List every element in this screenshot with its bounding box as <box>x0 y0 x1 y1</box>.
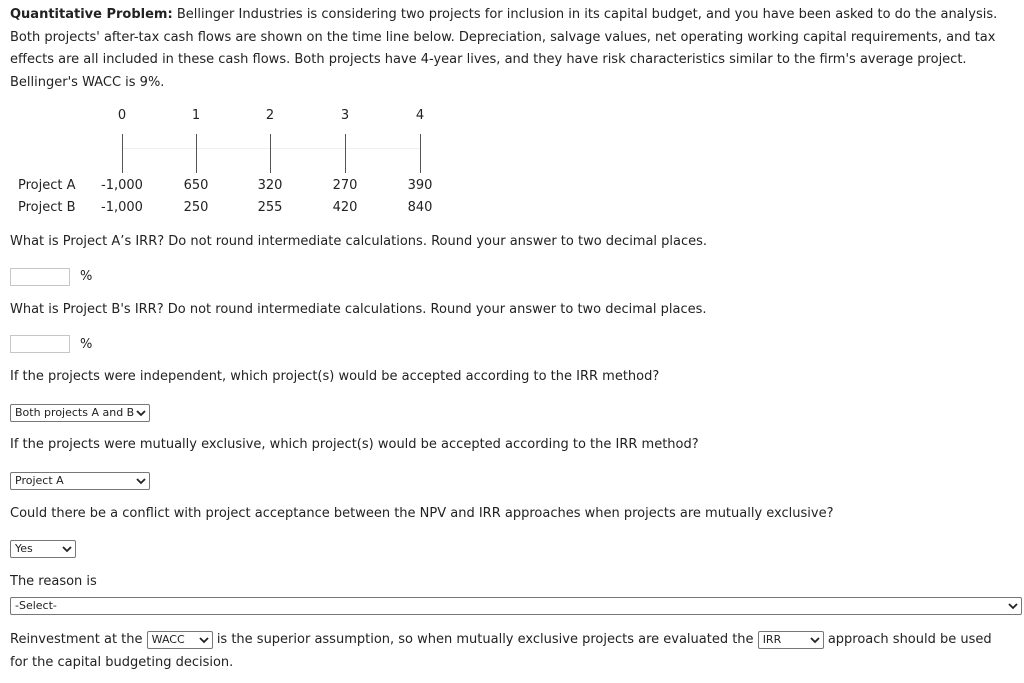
reinvestment-rate-select[interactable] <box>147 631 213 649</box>
approach-value: IRR <box>762 632 782 646</box>
timeline-tick <box>420 134 421 173</box>
mutually-exclusive-select[interactable] <box>10 472 150 490</box>
statement-part-1: Reinvestment at the <box>10 632 143 647</box>
problem-statement <box>10 4 1010 94</box>
irr-b-input[interactable] <box>10 335 70 353</box>
reinvestment-rate-value: WACC <box>151 632 185 646</box>
question-independent: If the projects were independent, which project(s) would be accepted according to the IRR method? <box>10 369 660 384</box>
chevron-down-icon <box>136 408 146 418</box>
question-conflict: Could there be a conflict with project acceptance between the NPV and IRR approaches when projects are mutually exclusive? <box>10 506 834 521</box>
reinvestment-statement <box>10 628 1010 674</box>
chevron-down-icon <box>62 544 72 554</box>
chevron-down-icon <box>136 476 146 486</box>
reason-select[interactable] <box>10 597 1022 615</box>
timeline-tick <box>270 134 271 173</box>
question-mutually-exclusive: If the projects were mutually exclusive, which project(s) would be accepted according to the IRR method? <box>10 437 699 452</box>
percent-unit: % <box>80 269 93 284</box>
timeline-tick <box>122 134 123 173</box>
timeline-tick <box>196 134 197 173</box>
cash-flow-value: 840 <box>407 200 433 215</box>
chevron-down-icon <box>199 635 209 645</box>
cash-flow-value: -1,000 <box>101 178 143 193</box>
question-irr-b: What is Project B's IRR? Do not round intermediate calculations. Round your answer to two decimal places. <box>10 302 707 317</box>
problem-heading: Quantitative Problem: <box>10 7 173 22</box>
project-b-label: Project B <box>18 200 76 215</box>
statement-part-2: is the superior assumption, so when mutually exclusive projects are evaluated the <box>216 632 754 647</box>
project-a-label: Project A <box>18 178 76 193</box>
question-irr-a: What is Project A’s IRR? Do not round intermediate calculations. Round your answer to two decimal places. <box>10 234 708 249</box>
cash-flow-value: 255 <box>257 200 283 215</box>
timeline-tick <box>345 134 346 173</box>
year-label: 1 <box>191 108 201 123</box>
conflict-select[interactable] <box>10 540 76 558</box>
cash-flow-value: 650 <box>183 178 209 193</box>
chevron-down-icon <box>810 635 820 645</box>
timeline-baseline <box>123 148 420 149</box>
cash-flow-timeline <box>0 104 520 224</box>
year-label: 0 <box>117 108 127 123</box>
cash-flow-value: 270 <box>332 178 358 193</box>
mutually-exclusive-select-value: Project A <box>15 474 64 487</box>
cash-flow-value: 420 <box>332 200 358 215</box>
statement-part-3: approach should be used for the capital budgeting decision. <box>10 632 992 670</box>
year-label: 3 <box>340 108 350 123</box>
cash-flow-value: 320 <box>257 178 283 193</box>
year-label: 4 <box>415 108 425 123</box>
cash-flow-value: 390 <box>407 178 433 193</box>
cash-flow-value: -1,000 <box>101 200 143 215</box>
independent-select-value: Both projects A and B <box>15 406 135 419</box>
chevron-down-icon <box>1008 601 1018 611</box>
irr-a-input[interactable] <box>10 268 70 286</box>
approach-select[interactable] <box>758 631 824 649</box>
reason-label: The reason is <box>10 574 97 589</box>
reason-select-value: -Select- <box>15 599 57 612</box>
problem-text: Bellinger Industries is considering two projects for inclusion in its capital budget, and you have been asked to do the analysis. Both projects' after-tax cash flows are shown on the time line below. Depreciation, salvage values, net operating working capital requirements, and tax effects are all included in these cash flows. Both projects have 4-year lives, and they have risk characteristics similar to the firm's average project. Bellinger's WACC is 9%. <box>10 7 998 90</box>
percent-unit: % <box>80 337 93 352</box>
cash-flow-value: 250 <box>183 200 209 215</box>
independent-select[interactable] <box>10 404 150 422</box>
year-label: 2 <box>265 108 275 123</box>
conflict-select-value: Yes <box>15 542 33 555</box>
